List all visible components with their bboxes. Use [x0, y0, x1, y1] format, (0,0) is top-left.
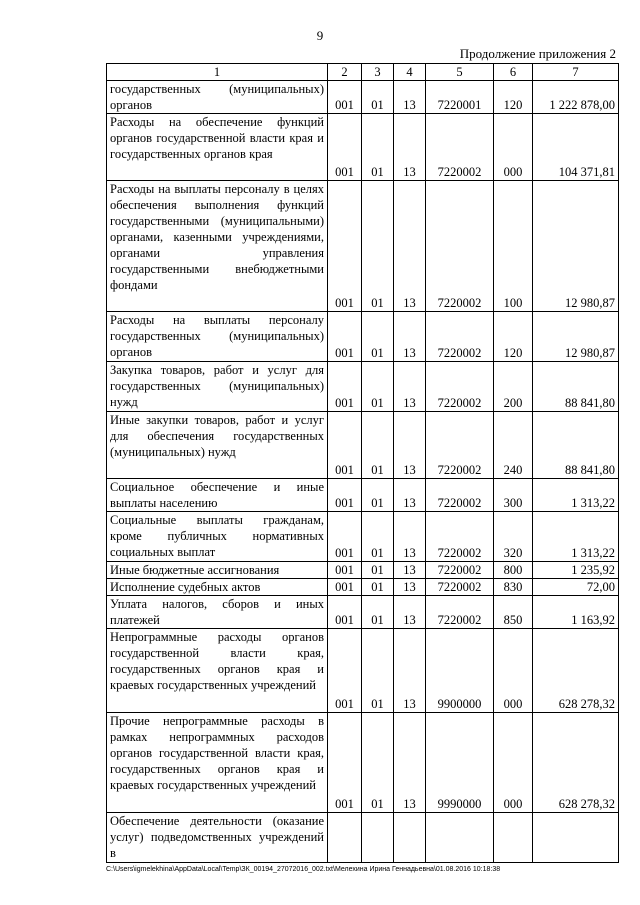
subsection-code: 13: [394, 181, 426, 312]
table-row: [107, 813, 619, 863]
table-row: [107, 713, 619, 813]
ministry-code: 001: [328, 713, 362, 813]
ministry-code: 001: [328, 114, 362, 181]
section-code: 01: [362, 629, 394, 713]
section-code: 01: [362, 713, 394, 813]
amount: [533, 813, 619, 863]
budget-table: [106, 63, 619, 863]
target-article-code: 7220002: [426, 362, 494, 412]
section-code: 01: [362, 362, 394, 412]
expense-type-code: 120: [494, 312, 533, 362]
amount: 1 222 878,00: [533, 81, 619, 114]
subsection-code: 13: [394, 629, 426, 713]
table-row: [107, 596, 619, 629]
target-article-code: 7220002: [426, 512, 494, 562]
amount: 12 980,87: [533, 181, 619, 312]
subsection-code: 13: [394, 312, 426, 362]
expense-type-code: 000: [494, 713, 533, 813]
section-code: 01: [362, 479, 394, 512]
section-code: 01: [362, 579, 394, 596]
ministry-code: 001: [328, 181, 362, 312]
expense-name: Прочие непрограммные расходы в рамках непрограммных расходов органов государственной власти края, государственных органов края и краевых государственных учреждений: [107, 713, 328, 813]
expense-type-code: 100: [494, 181, 533, 312]
section-code: 01: [362, 114, 394, 181]
section-code: 01: [362, 562, 394, 579]
subsection-code: 13: [394, 596, 426, 629]
amount: 104 371,81: [533, 114, 619, 181]
amount: 88 841,80: [533, 362, 619, 412]
subsection-code: 13: [394, 362, 426, 412]
subsection-code: 13: [394, 479, 426, 512]
ministry-code: 001: [328, 562, 362, 579]
target-article-code: 7220002: [426, 579, 494, 596]
ministry-code: 001: [328, 579, 362, 596]
expense-name: Расходы на выплаты персоналу государственных (муниципальных) органов: [107, 312, 328, 362]
amount: 628 278,32: [533, 713, 619, 813]
amount: 12 980,87: [533, 312, 619, 362]
section-code: [362, 813, 394, 863]
ministry-code: [328, 813, 362, 863]
subsection-code: 13: [394, 713, 426, 813]
table-row: [107, 629, 619, 713]
expense-type-code: 320: [494, 512, 533, 562]
subsection-code: 13: [394, 562, 426, 579]
table-row: [107, 579, 619, 596]
page-number: 9: [316, 28, 324, 43]
ministry-code: 001: [328, 596, 362, 629]
column-header: 2: [328, 64, 362, 81]
amount: 1 313,22: [533, 479, 619, 512]
table-row: [107, 412, 619, 479]
amount: 628 278,32: [533, 629, 619, 713]
target-article-code: [426, 813, 494, 863]
expense-name: Уплата налогов, сборов и иных платежей: [107, 596, 328, 629]
continuation-label: Продолжение приложения 2: [459, 46, 616, 61]
expense-name: Закупка товаров, работ и услуг для государственных (муниципальных) нужд: [107, 362, 328, 412]
expense-type-code: 000: [494, 114, 533, 181]
expense-name: Непрограммные расходы органов государственной власти края, государственных органов края и краевых государственных учреждений: [107, 629, 328, 713]
subsection-code: 13: [394, 114, 426, 181]
expense-type-code: 240: [494, 412, 533, 479]
expense-name: Иные бюджетные ассигнования: [107, 562, 328, 579]
expense-type-code: 800: [494, 562, 533, 579]
expense-type-code: 200: [494, 362, 533, 412]
target-article-code: 7220002: [426, 562, 494, 579]
table-row: [107, 512, 619, 562]
subsection-code: 13: [394, 412, 426, 479]
table-row: [107, 181, 619, 312]
amount: 88 841,80: [533, 412, 619, 479]
target-article-code: 7220002: [426, 412, 494, 479]
expense-name: Социальные выплаты гражданам, кроме публичных нормативных социальных выплат: [107, 512, 328, 562]
ministry-code: 001: [328, 412, 362, 479]
ministry-code: 001: [328, 629, 362, 713]
ministry-code: 001: [328, 362, 362, 412]
amount: 1 313,22: [533, 512, 619, 562]
section-code: 01: [362, 312, 394, 362]
ministry-code: 001: [328, 81, 362, 114]
target-article-code: 7220002: [426, 114, 494, 181]
target-article-code: 7220002: [426, 312, 494, 362]
amount: 72,00: [533, 579, 619, 596]
subsection-code: 13: [394, 512, 426, 562]
table-row: [107, 562, 619, 579]
expense-type-code: 000: [494, 629, 533, 713]
expense-type-code: [494, 813, 533, 863]
column-header: 7: [533, 64, 619, 81]
ministry-code: 001: [328, 512, 362, 562]
target-article-code: 7220001: [426, 81, 494, 114]
table-row: [107, 362, 619, 412]
section-code: 01: [362, 81, 394, 114]
table-row: [107, 81, 619, 114]
expense-name: государственных (муниципальных) органов: [107, 81, 328, 114]
column-header: 3: [362, 64, 394, 81]
target-article-code: 7220002: [426, 181, 494, 312]
table-row: [107, 114, 619, 181]
expense-type-code: 300: [494, 479, 533, 512]
column-header: 4: [394, 64, 426, 81]
amount: 1 235,92: [533, 562, 619, 579]
subsection-code: 13: [394, 81, 426, 114]
table-row: [107, 312, 619, 362]
expense-name: Расходы на выплаты персоналу в целях обеспечения выполнения функций государственными (муниципальными) органами, казенными учреждениями, органами управления государственными внебюджетными фондами: [107, 181, 328, 312]
ministry-code: 001: [328, 312, 362, 362]
column-header: 1: [107, 64, 328, 81]
expense-name: Иные закупки товаров, работ и услуг для обеспечения государственных (муниципальных) нужд: [107, 412, 328, 479]
target-article-code: 7220002: [426, 596, 494, 629]
target-article-code: 9900000: [426, 629, 494, 713]
ministry-code: 001: [328, 479, 362, 512]
file-path-footer: C:\Users\igmelekhina\AppData\Local\Temp\ЗК_00194_27072016_002.txt\Мелехина Ирина Геннадьевна\01.08.2016 10:18:38: [106, 866, 501, 873]
section-code: 01: [362, 181, 394, 312]
expense-name: Расходы на обеспечение функций органов государственной власти края и государственных органов края: [107, 114, 328, 181]
section-code: 01: [362, 412, 394, 479]
expense-type-code: 830: [494, 579, 533, 596]
expense-name: Обеспечение деятельности (оказание услуг) подведомственных учреждений в: [107, 813, 328, 863]
subsection-code: [394, 813, 426, 863]
expense-name: Социальное обеспечение и иные выплаты населению: [107, 479, 328, 512]
table-row: [107, 479, 619, 512]
amount: 1 163,92: [533, 596, 619, 629]
header-row: [107, 64, 619, 81]
expense-type-code: 850: [494, 596, 533, 629]
target-article-code: 7220002: [426, 479, 494, 512]
subsection-code: 13: [394, 579, 426, 596]
expense-name: Исполнение судебных актов: [107, 579, 328, 596]
section-code: 01: [362, 596, 394, 629]
target-article-code: 9990000: [426, 713, 494, 813]
expense-type-code: 120: [494, 81, 533, 114]
column-header: 5: [426, 64, 494, 81]
section-code: 01: [362, 512, 394, 562]
column-header: 6: [494, 64, 533, 81]
